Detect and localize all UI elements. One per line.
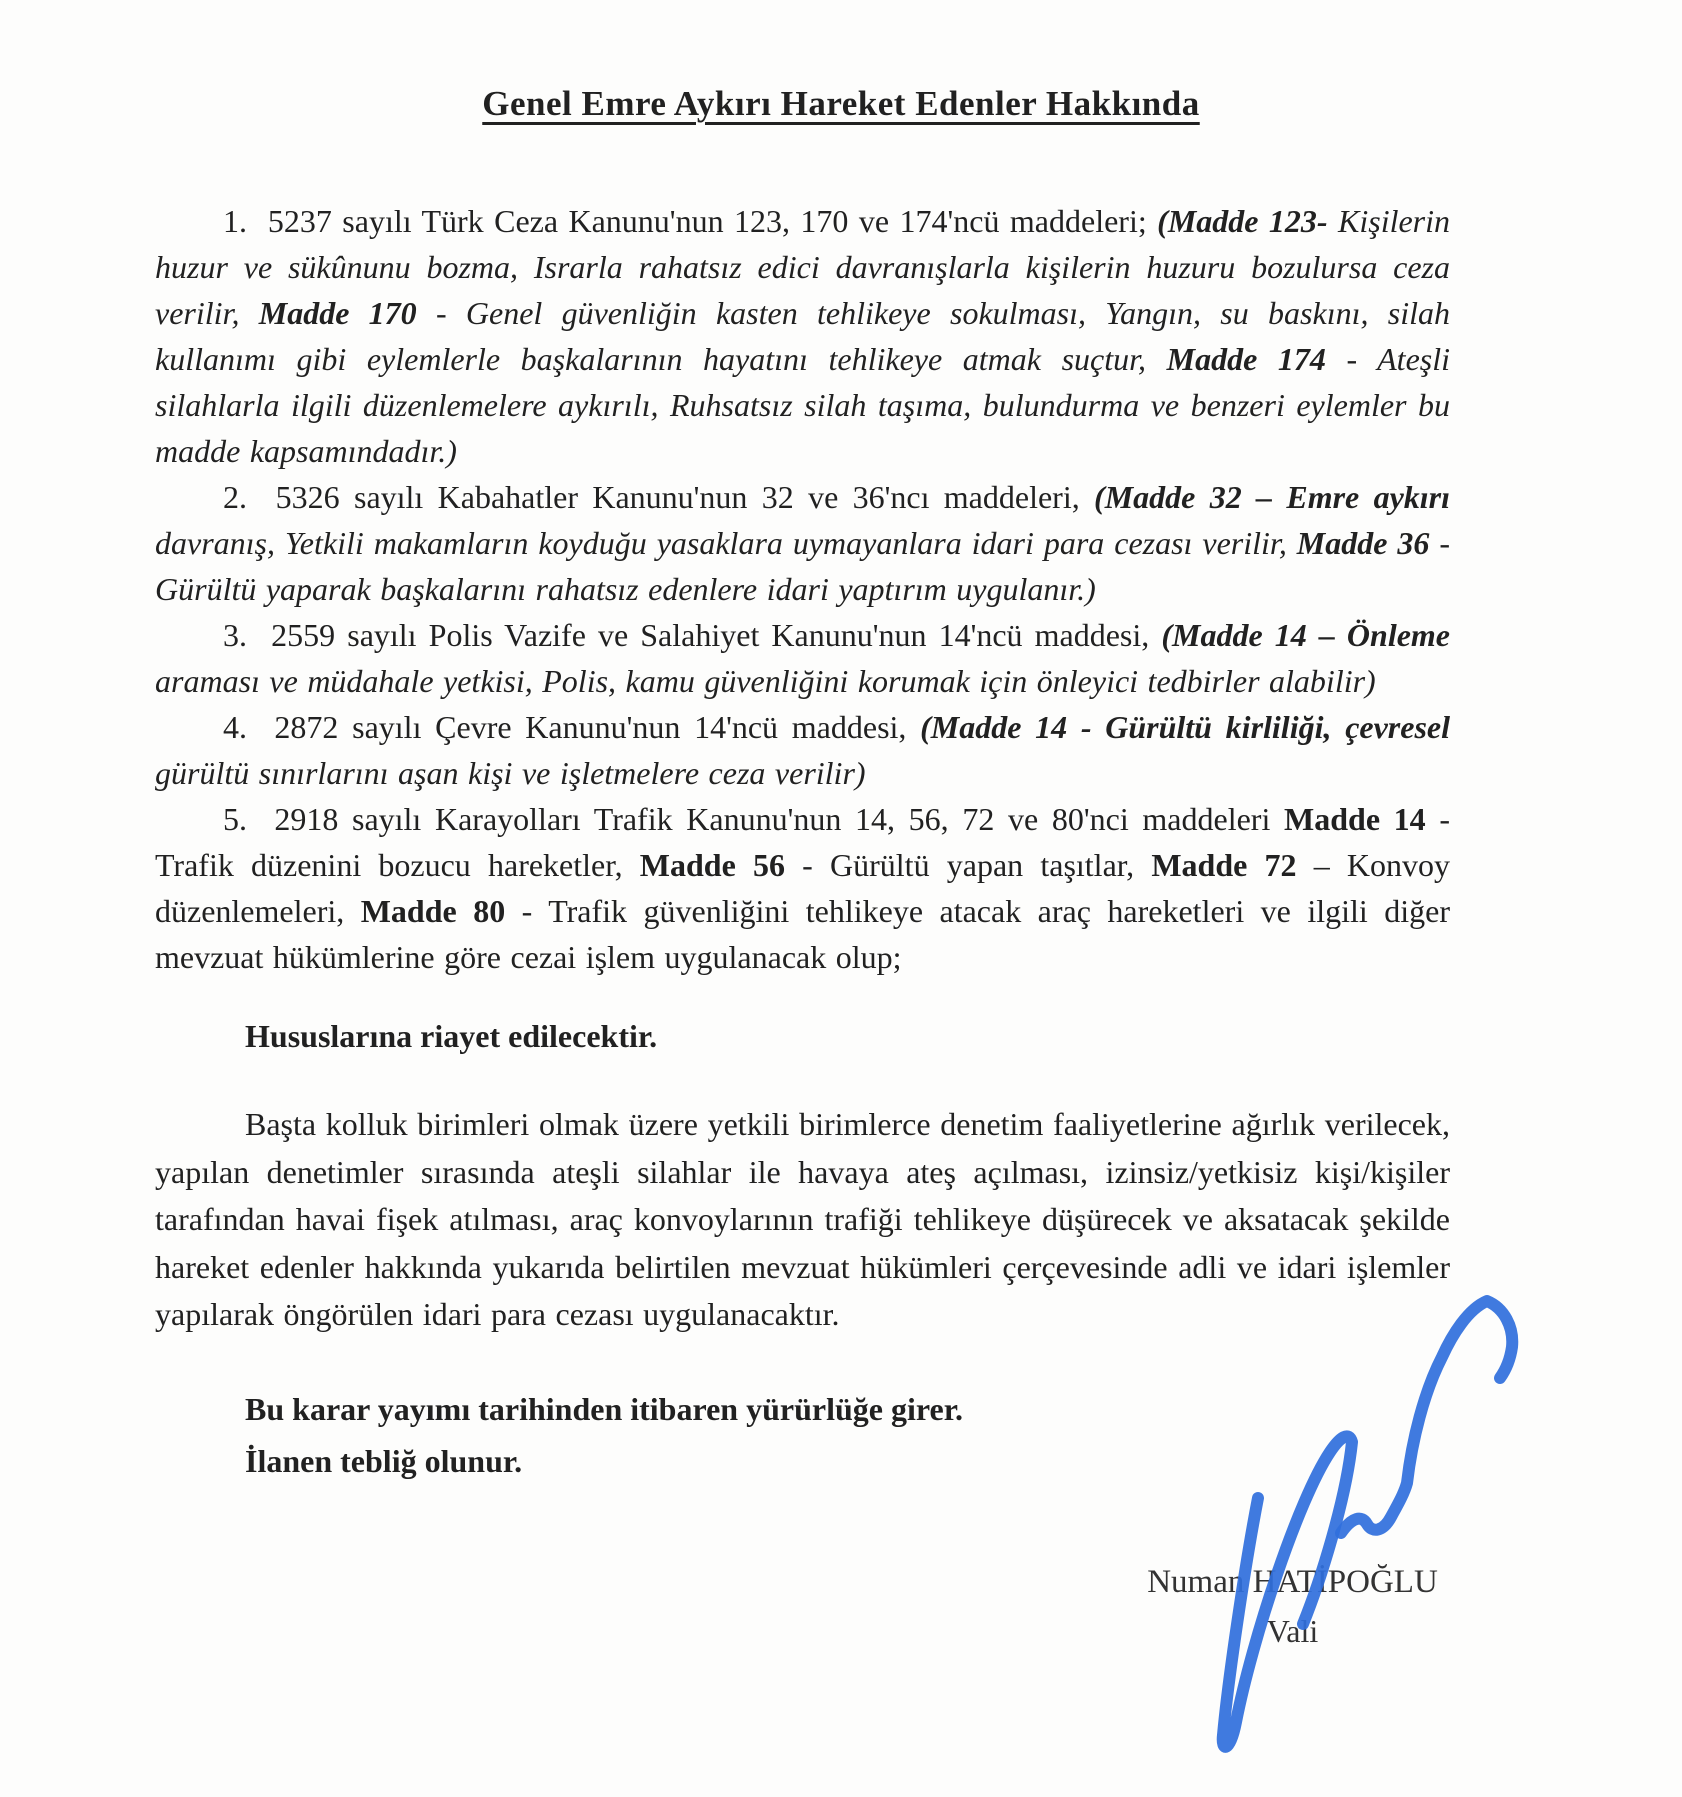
text-run: (Madde 14 – Önleme (1161, 617, 1451, 653)
text-run: - Trafik güvenliğini tehlikeye atacak araç hareketleri ve ilgili diğer mevzuat hükümlerine göre cezai işlem uygulanacak olup; (155, 893, 1451, 975)
handwritten-signature-ink (1180, 1280, 1530, 1760)
text-run: - Ateşli silahlarla ilgili düzenlemelere aykırılı, Ruhsatsız silah taşıma, bulundurma ve benzeri eylemler bu madde kapsamındadır.) (155, 341, 1451, 469)
article-item-3 (155, 612, 1450, 704)
article-item-5 (155, 796, 1450, 980)
article-item-1 (155, 198, 1450, 474)
article-item-2 (155, 474, 1450, 612)
signature-stroke-main (1223, 1436, 1352, 1746)
text-run: (Madde 14 - Gürültü kirliliği, çevresel (920, 709, 1451, 745)
text-run: 3. 2559 sayılı Polis Vazife ve Salahiyet Kanunu'nun 14'ncü maddesi, (223, 617, 1162, 653)
text-run: Madde 36 (1296, 525, 1440, 561)
enforcement-paragraph: Başta kolluk birimleri olmak üzere yetkili birimlerce denetim faaliyetlerine ağırlık verilecek, yapılan denetimler sırasında ateşli silahlar ile havaya ateş açılması, izinsiz/yetkisiz kişi/kişiler tarafından havai fişek atılması, araç konvoylarının trafiği tehlikeye düşürecek ve aksatacak şekilde hareket edenler hakkında yukarıda belirtilen mevzuat hükümleri çerçevesinde adli ve idari işlemler yapılarak öngörülen idari para cezası uygulanacaktır. (155, 1106, 1450, 1332)
text-run: Madde 170 (258, 295, 436, 331)
announcement-statement: İlanen tebliğ olunur. (245, 1442, 523, 1479)
text-run: 2. 5326 sayılı Kabahatler Kanunu'nun 32 ve 36'ncı maddeleri, (223, 479, 1095, 515)
text-run: gürültü sınırlarını aşan kişi ve işletmelere ceza verilir) (155, 755, 866, 791)
text-run: – Konvoy düzenlemeleri, (155, 847, 1450, 929)
signer-role: Vali (1266, 1613, 1319, 1649)
text-run: Madde 72 (1151, 847, 1314, 883)
text-run: 5. 2918 sayılı Karayolları Trafik Kanunu'nun 14, 56, 72 ve 80'nci maddeleri (223, 801, 1285, 837)
signer-name: Numan HATİPOĞLU (1147, 1564, 1438, 1600)
text-run: (Madde 123- (1157, 203, 1338, 239)
text-run: Madde 80 (360, 893, 522, 929)
text-run: - Trafik düzenini bozucu hareketler, (155, 801, 1451, 883)
text-run: Madde 56 (639, 847, 803, 883)
text-run: Madde 174 (1166, 341, 1347, 377)
signature-stroke-flourish (1341, 1301, 1512, 1533)
text-run: 4. 2872 sayılı Çevre Kanunu'nun 14'ncü maddesi, (223, 709, 921, 745)
effective-date-statement: Bu karar yayımı tarihinden itibaren yürürlüğe girer. (245, 1390, 963, 1427)
text-run: davranış, Yetkili makamların koyduğu yasaklara uymayanlara idari para cezası verilir, (155, 525, 1297, 561)
text-run: - Genel güvenliğin kasten tehlikeye sokulması, Yangın, su baskını, silah kullanımı gibi eylemlerle başkalarının hayatını tehlikeye atmak suçtur, (155, 295, 1451, 377)
article-item-4 (155, 704, 1450, 796)
legal-articles-list (155, 198, 1450, 980)
text-run: 1. 5237 sayılı Türk Ceza Kanunu'nun 123, 170 ve 174'ncü maddeleri; (223, 203, 1158, 239)
text-run: - Gürültü yapan taşıtlar, (802, 847, 1152, 883)
compliance-statement: Hususlarına riayet edilecektir. (245, 1018, 658, 1054)
text-run: (Madde 32 – Emre aykırı (1094, 479, 1450, 515)
text-run: araması ve müdahale yetkisi, Polis, kamu güvenliğini korumak için önleyici tedbirler alabilir) (155, 663, 1376, 699)
text-run: Kişilerin huzur ve sükûnunu bozma, Israrla rahatsız edici davranışlarla kişilerin huzuru bozulursa ceza verilir, (155, 203, 1451, 331)
text-run: Madde 14 (1284, 801, 1440, 837)
document-title: Genel Emre Aykırı Hareket Edenler Hakkında (482, 84, 1200, 123)
text-run: - Gürültü yaparak başkalarını rahatsız edenlere idari yaptırım uygulanır.) (155, 525, 1451, 607)
